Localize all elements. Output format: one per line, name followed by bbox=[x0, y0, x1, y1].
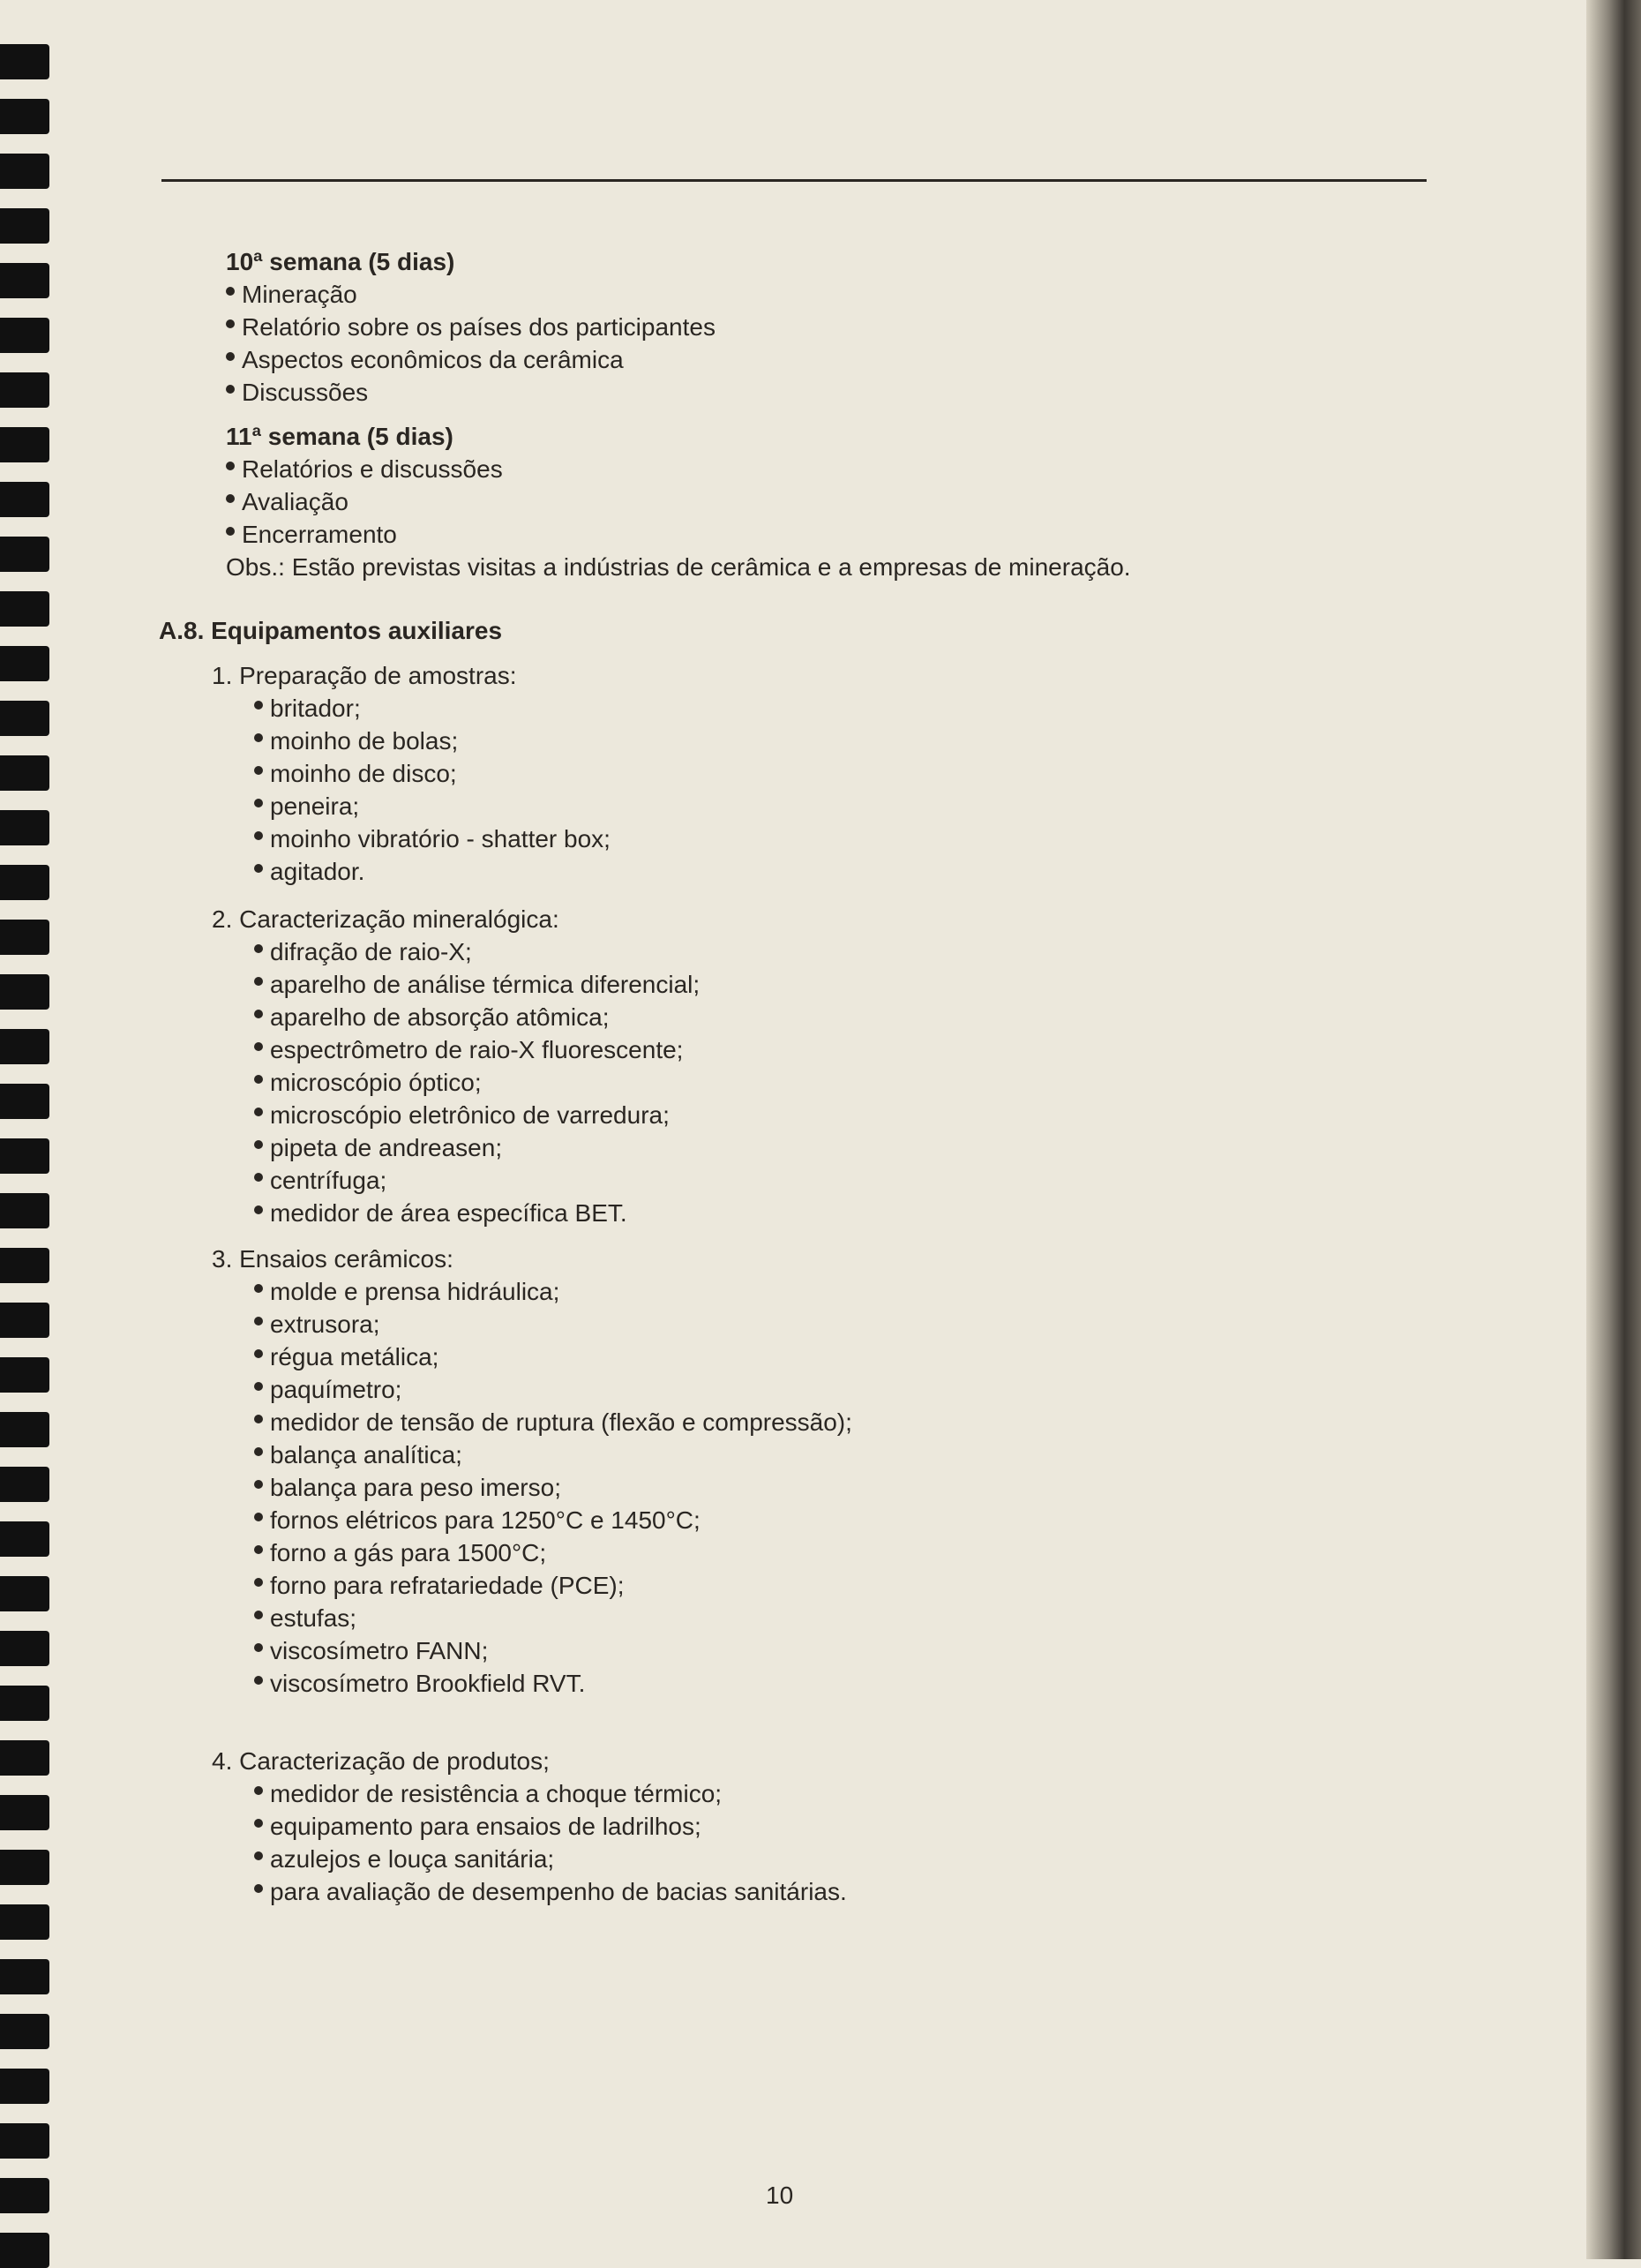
group-title-text: 3. Ensaios cerâmicos: bbox=[212, 1245, 453, 1273]
binding-ring bbox=[0, 701, 49, 736]
binding-ring bbox=[0, 154, 49, 189]
bullet-icon bbox=[226, 494, 235, 503]
list-item bbox=[159, 1471, 1306, 1504]
binding-ring bbox=[0, 591, 49, 627]
list-item bbox=[159, 1843, 1306, 1875]
binding-ring bbox=[0, 1959, 49, 1994]
list-item bbox=[159, 935, 1306, 968]
binding-ring bbox=[0, 427, 49, 462]
list-item-text: medidor de resistência a choque térmico; bbox=[270, 1780, 723, 1807]
list-item bbox=[159, 1602, 1306, 1634]
bullet-icon bbox=[254, 1205, 263, 1214]
group-title bbox=[159, 1243, 1306, 1275]
list-item-text: forno a gás para 1500°C; bbox=[270, 1539, 547, 1566]
list-item bbox=[159, 1810, 1306, 1843]
list-item bbox=[159, 757, 1306, 790]
binding-ring bbox=[0, 99, 49, 134]
list-item-text: equipamento para ensaios de ladrilhos; bbox=[270, 1813, 701, 1840]
list-item-text: estufas; bbox=[270, 1604, 357, 1632]
bullet-icon bbox=[254, 1349, 263, 1358]
list-item-text: microscópio eletrônico de varredura; bbox=[270, 1101, 670, 1129]
bullet-icon bbox=[254, 1884, 263, 1893]
page-number: 10 bbox=[766, 2182, 794, 2209]
bullet-icon bbox=[254, 1173, 263, 1182]
bullet-icon bbox=[226, 462, 235, 470]
list-item-text: paquímetro; bbox=[270, 1376, 402, 1403]
obs-note bbox=[159, 551, 1306, 583]
list-item bbox=[159, 1164, 1306, 1197]
list-item-text: Avaliação bbox=[242, 488, 348, 515]
list-item bbox=[159, 376, 1306, 409]
bullet-icon bbox=[254, 733, 263, 742]
list-item bbox=[159, 1536, 1306, 1569]
binding-ring bbox=[0, 1357, 49, 1393]
list-item-text: espectrômetro de raio-X fluorescente; bbox=[270, 1036, 684, 1063]
binding-ring bbox=[0, 1631, 49, 1666]
binding-ring bbox=[0, 1904, 49, 1940]
header-rule bbox=[161, 179, 1427, 182]
list-item bbox=[159, 1667, 1306, 1700]
bullet-icon bbox=[226, 287, 235, 296]
group-title-text: 2. Caracterização mineralógica: bbox=[212, 905, 559, 933]
list-item bbox=[159, 968, 1306, 1001]
list-item bbox=[159, 1001, 1306, 1033]
binding-ring bbox=[0, 1138, 49, 1174]
binding-ring bbox=[0, 44, 49, 79]
section-title-text: A.8. Equipamentos auxiliares bbox=[159, 617, 503, 644]
list-item bbox=[159, 485, 1306, 518]
bullet-icon bbox=[254, 864, 263, 873]
binding-ring bbox=[0, 482, 49, 517]
binding-ring bbox=[0, 1303, 49, 1338]
bullet-icon bbox=[254, 799, 263, 807]
list-item-text: viscosímetro Brookfield RVT. bbox=[270, 1670, 586, 1697]
binding-ring bbox=[0, 2233, 49, 2268]
bullet-icon bbox=[254, 1284, 263, 1293]
list-item-text: microscópio óptico; bbox=[270, 1069, 482, 1096]
binding-ring bbox=[0, 208, 49, 244]
bullet-icon bbox=[254, 977, 263, 986]
binding-ring bbox=[0, 810, 49, 845]
list-item bbox=[159, 1308, 1306, 1341]
list-item-text: pipeta de andreasen; bbox=[270, 1134, 503, 1161]
list-item-text: azulejos e louça sanitária; bbox=[270, 1845, 555, 1873]
list-item-text: peneira; bbox=[270, 792, 360, 820]
list-item bbox=[159, 453, 1306, 485]
binding-ring bbox=[0, 2123, 49, 2159]
bullet-icon bbox=[254, 944, 263, 953]
list-item-text: Discussões bbox=[242, 379, 369, 406]
list-item bbox=[159, 1197, 1306, 1229]
group-title bbox=[159, 659, 1306, 692]
list-item-text: fornos elétricos para 1250°C e 1450°C; bbox=[270, 1506, 701, 1534]
list-item bbox=[159, 518, 1306, 551]
list-item-text: medidor de tensão de ruptura (flexão e compressão); bbox=[270, 1408, 852, 1436]
binding-ring bbox=[0, 755, 49, 791]
group-title-text: 1. Preparação de amostras: bbox=[212, 662, 517, 689]
bullet-icon bbox=[254, 1140, 263, 1149]
obs-note-text: Obs.: Estão previstas visitas a indústrias de cerâmica e a empresas de mineração. bbox=[226, 553, 1131, 581]
binding-ring bbox=[0, 865, 49, 900]
list-item bbox=[159, 1275, 1306, 1308]
binding-ring bbox=[0, 1467, 49, 1502]
binding-ring bbox=[0, 974, 49, 1010]
list-item-text: moinho de disco; bbox=[270, 760, 457, 787]
binding-ring bbox=[0, 1029, 49, 1064]
bullet-icon bbox=[254, 1676, 263, 1685]
list-item bbox=[159, 1504, 1306, 1536]
binding-ring bbox=[0, 1795, 49, 1830]
bullet-icon bbox=[254, 701, 263, 710]
list-item-text: moinho vibratório - shatter box; bbox=[270, 825, 611, 852]
binding-ring bbox=[0, 1193, 49, 1228]
bullet-icon bbox=[254, 1108, 263, 1116]
binding-ring bbox=[0, 1850, 49, 1885]
bullet-icon bbox=[254, 1643, 263, 1652]
list-item bbox=[159, 1341, 1306, 1373]
list-item-text: balança analítica; bbox=[270, 1441, 462, 1468]
bullet-icon bbox=[226, 319, 235, 328]
binding-ring bbox=[0, 1740, 49, 1776]
binding-ring bbox=[0, 2069, 49, 2104]
spiral-binding bbox=[0, 0, 53, 2259]
binding-ring bbox=[0, 263, 49, 298]
list-item bbox=[159, 692, 1306, 725]
list-item bbox=[159, 1875, 1306, 1908]
bullet-icon bbox=[254, 1415, 263, 1423]
binding-ring bbox=[0, 2178, 49, 2213]
list-item-text: Mineração bbox=[242, 281, 357, 308]
list-item-text: moinho de bolas; bbox=[270, 727, 459, 755]
bullet-icon bbox=[226, 385, 235, 394]
section-title bbox=[159, 614, 1306, 647]
binding-ring bbox=[0, 537, 49, 572]
list-item bbox=[159, 822, 1306, 855]
binding-ring bbox=[0, 1521, 49, 1557]
week-heading-text: 10ª semana (5 dias) bbox=[226, 248, 455, 275]
binding-ring bbox=[0, 920, 49, 955]
bullet-icon bbox=[254, 1382, 263, 1391]
list-item-text: Encerramento bbox=[242, 521, 397, 548]
bullet-icon bbox=[254, 1513, 263, 1521]
group-title bbox=[159, 1745, 1306, 1777]
week-heading bbox=[159, 245, 1306, 278]
binding-ring bbox=[0, 1576, 49, 1611]
bullet-icon bbox=[254, 1447, 263, 1456]
binding-ring bbox=[0, 1686, 49, 1721]
list-item-text: régua metálica; bbox=[270, 1343, 439, 1371]
bullet-icon bbox=[226, 352, 235, 361]
list-item bbox=[159, 1373, 1306, 1406]
list-item bbox=[159, 725, 1306, 757]
week-heading-text: 11ª semana (5 dias) bbox=[226, 423, 453, 450]
bullet-icon bbox=[254, 1042, 263, 1051]
bullet-icon bbox=[254, 1480, 263, 1489]
bullet-icon bbox=[226, 527, 235, 536]
list-item-text: medidor de área específica BET. bbox=[270, 1199, 627, 1227]
list-item-text: britador; bbox=[270, 695, 361, 722]
list-item bbox=[159, 1406, 1306, 1438]
bullet-icon bbox=[254, 1545, 263, 1554]
list-item-text: agitador. bbox=[270, 858, 365, 885]
binding-ring bbox=[0, 1248, 49, 1283]
list-item-text: Aspectos econômicos da cerâmica bbox=[242, 346, 624, 373]
group-title-text: 4. Caracterização de produtos; bbox=[212, 1747, 550, 1775]
list-item bbox=[159, 1777, 1306, 1810]
list-item bbox=[159, 1131, 1306, 1164]
binding-ring bbox=[0, 2014, 49, 2049]
list-item-text: aparelho de análise térmica diferencial; bbox=[270, 971, 701, 998]
bullet-icon bbox=[254, 1578, 263, 1587]
list-item bbox=[159, 1066, 1306, 1099]
list-item-text: Relatórios e discussões bbox=[242, 455, 503, 483]
binding-ring bbox=[0, 646, 49, 681]
list-item-text: molde e prensa hidráulica; bbox=[270, 1278, 560, 1305]
bullet-icon bbox=[254, 1317, 263, 1326]
bullet-icon bbox=[254, 1786, 263, 1795]
page-edge bbox=[1586, 0, 1641, 2259]
list-item bbox=[159, 790, 1306, 822]
bullet-icon bbox=[254, 1819, 263, 1828]
bullet-icon bbox=[254, 1851, 263, 1860]
list-item bbox=[159, 311, 1306, 343]
list-item-text: extrusora; bbox=[270, 1310, 380, 1338]
list-item bbox=[159, 1033, 1306, 1066]
page-content bbox=[159, 245, 1306, 1908]
bullet-icon bbox=[254, 1075, 263, 1084]
list-item-text: para avaliação de desempenho de bacias sanitárias. bbox=[270, 1878, 847, 1905]
list-item bbox=[159, 278, 1306, 311]
bullet-icon bbox=[254, 831, 263, 840]
list-item-text: centrífuga; bbox=[270, 1167, 387, 1194]
list-item-text: balança para peso imerso; bbox=[270, 1474, 561, 1501]
bullet-icon bbox=[254, 1010, 263, 1018]
list-item bbox=[159, 343, 1306, 376]
binding-ring bbox=[0, 1412, 49, 1447]
list-item-text: viscosímetro FANN; bbox=[270, 1637, 489, 1664]
binding-ring bbox=[0, 372, 49, 408]
bullet-icon bbox=[254, 1611, 263, 1619]
binding-ring bbox=[0, 1084, 49, 1119]
list-item bbox=[159, 1438, 1306, 1471]
list-item bbox=[159, 1099, 1306, 1131]
list-item-text: aparelho de absorção atômica; bbox=[270, 1003, 610, 1031]
list-item-text: forno para refratariedade (PCE); bbox=[270, 1572, 625, 1599]
bullet-icon bbox=[254, 766, 263, 775]
binding-ring bbox=[0, 318, 49, 353]
list-item-text: difração de raio-X; bbox=[270, 938, 472, 965]
group-title bbox=[159, 903, 1306, 935]
list-item-text: Relatório sobre os países dos participantes bbox=[242, 313, 716, 341]
list-item bbox=[159, 855, 1306, 888]
list-item bbox=[159, 1634, 1306, 1667]
list-item bbox=[159, 1569, 1306, 1602]
week-heading bbox=[159, 420, 1306, 453]
